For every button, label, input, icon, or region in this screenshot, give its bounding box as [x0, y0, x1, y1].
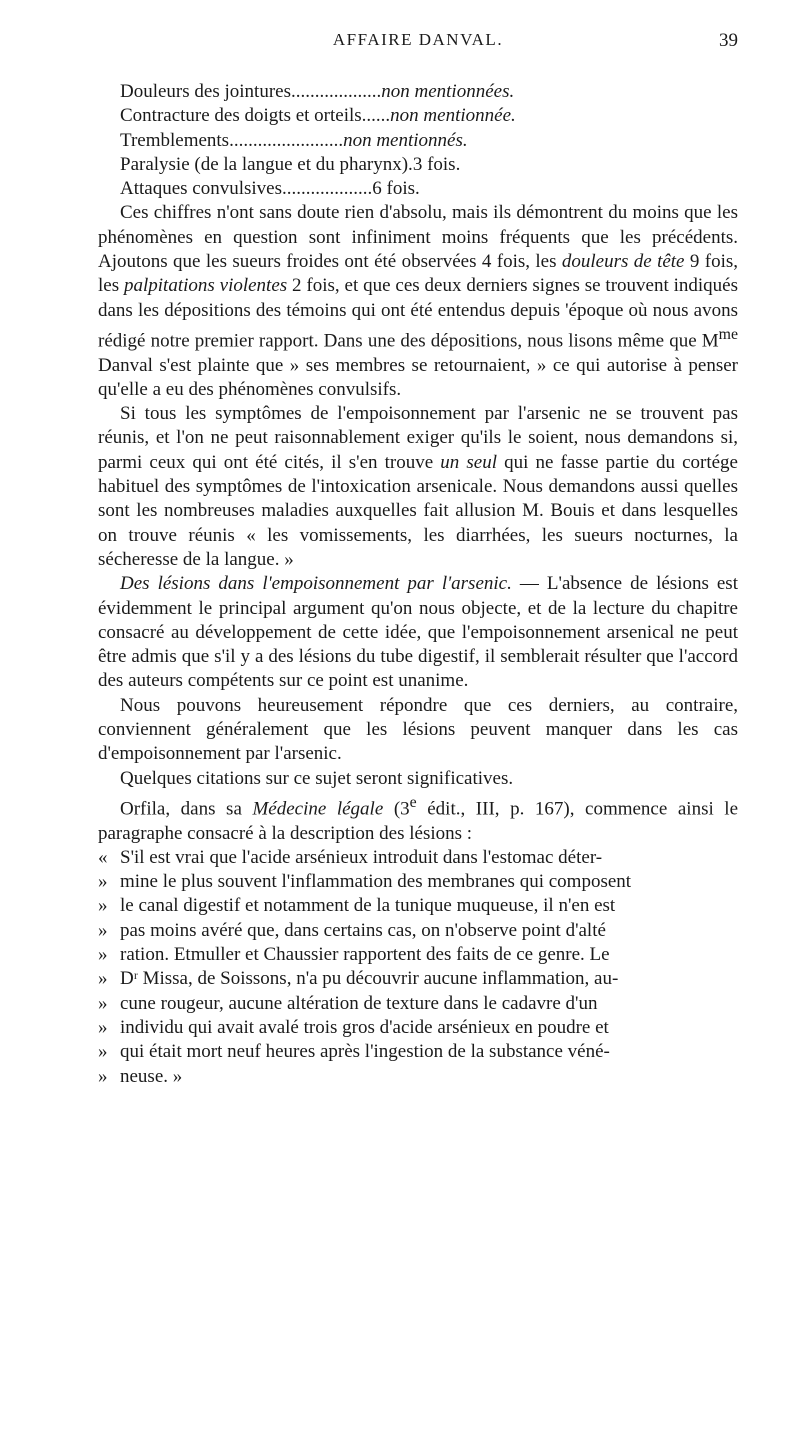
- quote-text: neuse. »: [120, 1065, 183, 1087]
- text-run: Danval s'est plainte que » ses membres se retournaient, » ce qui autorise à penser qu'elle a eu des phénomènes convulsifs.: [98, 354, 738, 400]
- quote-mark: «: [98, 846, 108, 868]
- superscript: e: [409, 793, 417, 811]
- dot-leader: ...................: [282, 178, 373, 200]
- quote-mark: »: [98, 871, 108, 893]
- quote-line: [98, 967, 738, 991]
- quote-mark: »: [98, 944, 108, 966]
- symptom-row: [98, 104, 738, 128]
- dot-leader: ........................: [229, 129, 344, 151]
- quote-line: [98, 943, 738, 967]
- quote-text: qui était mort neuf heures après l'ingestion de la substance véné-: [120, 1041, 610, 1063]
- quote-line: [98, 992, 738, 1016]
- quote-line: [98, 846, 738, 870]
- symptom-label: Attaques convulsives: [120, 178, 283, 200]
- quote-line: [98, 919, 738, 943]
- quote-text: individu qui avait avalé trois gros d'acide arsénieux en poudre et: [120, 1016, 609, 1038]
- symptom-label: Douleurs des jointures: [120, 81, 291, 102]
- symptom-label: Tremblements: [120, 129, 230, 151]
- symptom-value: non mentionnées.: [381, 81, 515, 102]
- quote-text: mine le plus souvent l'inflammation des membranes qui composent: [120, 871, 632, 893]
- quote-text: le canal digestif et notamment de la tunique muqueuse, il n'en est: [120, 895, 616, 917]
- text-run: (3: [383, 798, 410, 820]
- paragraph-lesions: [98, 572, 738, 693]
- symptom-row: [98, 153, 738, 177]
- superscript: me: [718, 325, 738, 343]
- paragraph-statistics: [98, 201, 738, 402]
- quote-mark: »: [98, 968, 108, 990]
- dot-leader: ...................: [290, 81, 382, 102]
- quote-text: Dʳ Missa, de Soissons, n'a pu découvrir aucune inflammation, au-: [120, 968, 619, 990]
- text-run: 9 fois, les: [98, 251, 739, 297]
- quotation: [98, 846, 738, 1089]
- symptom-value: 6 fois.: [372, 178, 420, 200]
- quote-line: [98, 1016, 738, 1040]
- symptom-label: Contracture des doigts et orteils: [120, 105, 362, 127]
- symptom-list: [98, 80, 738, 201]
- emphasis: palpitations violentes: [123, 275, 288, 297]
- emphasis: douleurs de tête: [561, 251, 685, 273]
- quote-line: [98, 870, 738, 894]
- quote-mark: »: [98, 919, 108, 941]
- quote-mark: »: [98, 1065, 108, 1087]
- dot-leader: ......: [361, 105, 391, 127]
- quote-text: ration. Etmuller et Chaussier rapportent des faits de ce genre. Le: [120, 944, 610, 966]
- quote-text: cune rougeur, aucune altération de texture dans le cadavre d'un: [120, 992, 598, 1014]
- page-header: [98, 30, 738, 56]
- quote-text: S'il est vrai que l'acide arsénieux introduit dans l'estomac déter-: [120, 846, 603, 868]
- book-title: Médecine légale: [252, 798, 384, 820]
- paragraph-reply: Nous pouvons heureusement répondre que ces derniers, au contraire, conviennent généralement que les lésions peuvent manquer dans les cas d'empoisonnement par l'arsenic.: [98, 694, 738, 765]
- symptom-label: Paralysie (de la langue et du pharynx).: [120, 153, 413, 175]
- paragraph-citations: Quelques citations sur ce sujet seront significatives.: [120, 767, 514, 789]
- symptom-value: 3 fois.: [412, 153, 461, 175]
- page-number: 39: [719, 30, 738, 51]
- symptom-row: [98, 129, 738, 153]
- quote-mark: »: [98, 1041, 108, 1063]
- running-title: AFFAIRE DANVAL.: [332, 30, 504, 49]
- quote-text: pas moins avéré que, dans certains cas, on n'observe point d'alté: [120, 919, 606, 941]
- symptom-value: non mentionnés.: [343, 129, 468, 151]
- quote-mark: »: [98, 895, 108, 917]
- symptom-row: [98, 177, 738, 201]
- symptom-value: non mentionnée.: [390, 105, 516, 127]
- quote-mark: »: [98, 992, 108, 1014]
- paragraph-orfila: [98, 791, 738, 846]
- text-run: 2 fois, et que ces deux derniers signes se trouvent indiqués dans les dépositions des témoins qui ont été entendus depuis 'époque où nous avons rédigé notre premier rapport. Dans une des dépositions, nous lisons même que M: [98, 275, 739, 352]
- quote-line: [98, 1065, 738, 1089]
- symptom-row: [98, 80, 738, 104]
- text-run: — L'absence de lésions est évidemment le principal argument qu'on nous objecte, et de la lecture du chapitre consacré au développement de cette idée, que l'empoisonnement arsenical ne peut être admis que s'il y a des lésions du tube digestif, il semblerait résulter que l'accord des auteurs compétents sur ce point est unanime.: [98, 573, 738, 692]
- section-heading: Des lésions dans l'empoisonnement par l'arsenic.: [120, 573, 512, 595]
- text-run: édit., III, p. 167), commence ainsi le paragraphe consacré à la description des lésions :: [98, 798, 739, 844]
- quote-line: [98, 1040, 738, 1064]
- body-text: [98, 80, 738, 1089]
- quote-mark: »: [98, 1016, 108, 1038]
- emphasis: un seul: [440, 451, 497, 473]
- text-run: Orfila, dans sa: [120, 798, 253, 820]
- quote-line: [98, 894, 738, 918]
- text-run: Ces chiffres n'ont sans doute rien d'absolu, mais ils démontrent du moins que les phénomènes en question sont infiniment moins fréquents que les précédents. Ajoutons que les sueurs froides ont été observées 4 fois, les: [98, 202, 738, 273]
- text-run: Si tous les symptômes de l'empoisonnement par l'arsenic ne se trouvent pas réunis, et l'on ne peut raisonnablement exiger qu'ils le soient, nous demandons si, parmi ceux qui ont été cités, il s'en trouve: [98, 403, 738, 473]
- text-run: qui ne fasse partie du cortége habituel des symptômes de l'intoxication arsenicale. Nous demandons aussi quelles sont les nombreuses maladies auxquelles fait allusion M. Bouis et dans lesquelles on trouve réunis « les vomissements, les diarrhées, les sueurs nocturnes, la sécheresse de la langue. »: [98, 451, 738, 570]
- paragraph-symptoms: [98, 402, 738, 572]
